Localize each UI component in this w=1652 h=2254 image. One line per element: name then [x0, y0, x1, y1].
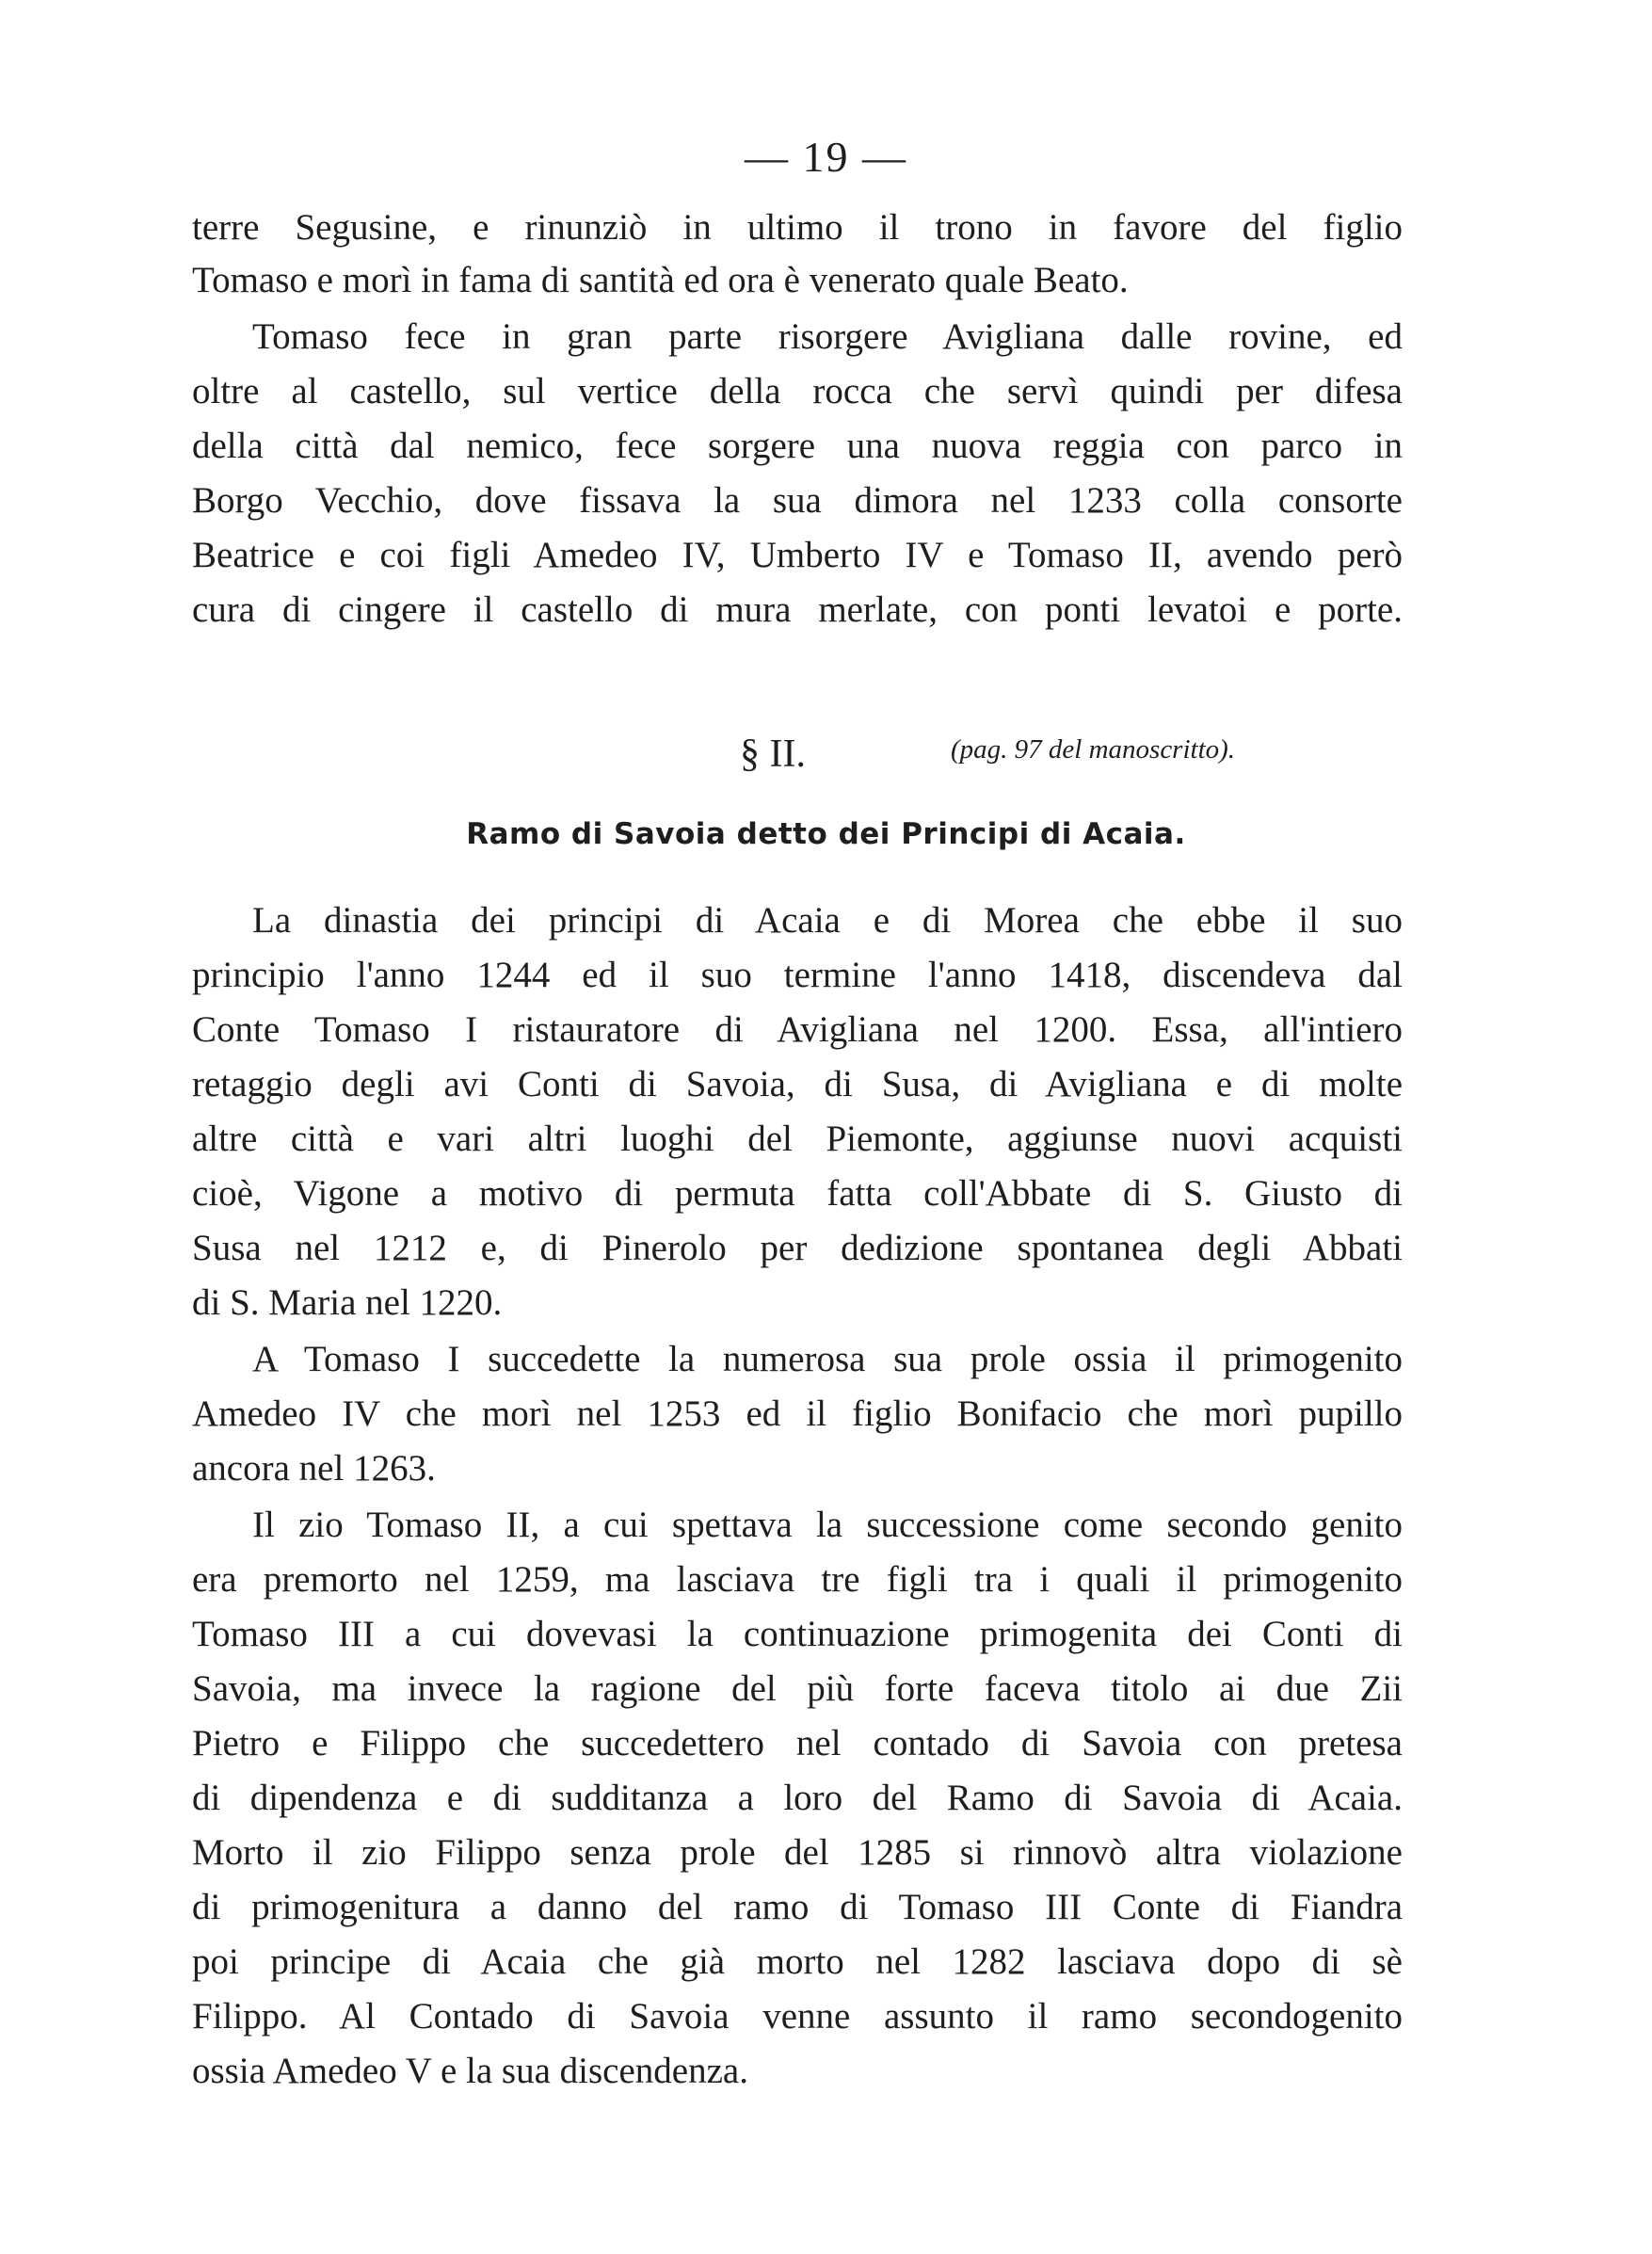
text-line: poi principe di Acaia che già morto nel 1282 lasciava dopo di sè	[192, 1941, 1403, 1982]
text-line: principio l'anno 1244 ed il suo termine l'anno 1418, discendeva dal	[192, 955, 1403, 995]
page-number: — 19 —	[745, 133, 907, 181]
section-reference: (pag. 97 del manoscritto).	[951, 734, 1236, 765]
text-line: era premorto nel 1259, ma lasciava tre figli tra i quali il primogenito	[192, 1559, 1403, 1600]
text-line: terre Segusine, e rinunziò in ultimo il trono in favore del figlio	[192, 207, 1403, 248]
text-line: altre città e vari altri luoghi del Piemonte, aggiunse nuovi acquisti	[192, 1119, 1403, 1159]
text-line: Conte Tomaso I ristauratore di Avigliana nel 1200. Essa, all'intiero	[192, 1009, 1403, 1050]
text-line: di dipendenza e di sudditanza a loro del Ramo di Savoia di Acaia.	[192, 1778, 1403, 1818]
text-line: di S. Maria nel 1220.	[192, 1282, 503, 1323]
text-line: Tomaso e morì in fama di santità ed ora è venerato quale Beato.	[192, 260, 1129, 300]
text-line: Tomaso fece in gran parte risorgere Avigliana dalle rovine, ed	[252, 316, 1403, 357]
text-line: Susa nel 1212 e, di Pinerolo per dedizione spontanea degli Abbati	[192, 1228, 1403, 1268]
text-line: Tomaso III a cui dovevasi la continuazione primogenita dei Conti di	[192, 1614, 1403, 1654]
text-line: Pietro e Filippo che succedettero nel contado di Savoia con pretesa	[192, 1723, 1403, 1763]
text-line: Beatrice e coi figli Amedeo IV, Umberto IV e Tomaso II, avendo però	[192, 535, 1403, 575]
section-mark: § II.	[740, 733, 806, 776]
text-line: Borgo Vecchio, dove fissava la sua dimora nel 1233 colla consorte	[192, 480, 1403, 521]
text-line: Savoia, ma invece la ragione del più forte faceva titolo ai due Zii	[192, 1668, 1403, 1709]
text-line: A Tomaso I succedette la numerosa sua prole ossia il primogenito	[252, 1339, 1403, 1379]
text-line: retaggio degli avi Conti di Savoia, di Susa, di Avigliana e di molte	[192, 1064, 1403, 1104]
text-line: La dinastia dei principi di Acaia e di Morea che ebbe il suo	[252, 900, 1403, 941]
text-line: di primogenitura a danno del ramo di Tomaso III Conte di Fiandra	[192, 1887, 1403, 1927]
section-heading: Ramo di Savoia detto dei Principi di Acaia.	[466, 817, 1186, 851]
text-line: cioè, Vigone a motivo di permuta fatta coll'Abbate di S. Giusto di	[192, 1173, 1403, 1214]
text-line: Il zio Tomaso II, a cui spettava la successione come secondo genito	[252, 1505, 1403, 1545]
text-line: cura di cingere il castello di mura merlate, con ponti levatoi e porte.	[192, 589, 1403, 630]
text-line: oltre al castello, sul vertice della rocca che servì quindi per difesa	[192, 371, 1403, 411]
text-line: Amedeo IV che morì nel 1253 ed il figlio Bonifacio che morì pupillo	[192, 1393, 1403, 1434]
text-line: ossia Amedeo V e la sua discendenza.	[192, 2051, 748, 2091]
text-line: ancora nel 1263.	[192, 1448, 436, 1489]
text-line: Filippo. Al Contado di Savoia venne assunto il ramo secondogenito	[192, 1996, 1403, 2037]
text-line: della città dal nemico, fece sorgere una nuova reggia con parco in	[192, 426, 1403, 466]
text-line: Morto il zio Filippo senza prole del 1285 si rinnovò altra violazione	[192, 1832, 1403, 1873]
